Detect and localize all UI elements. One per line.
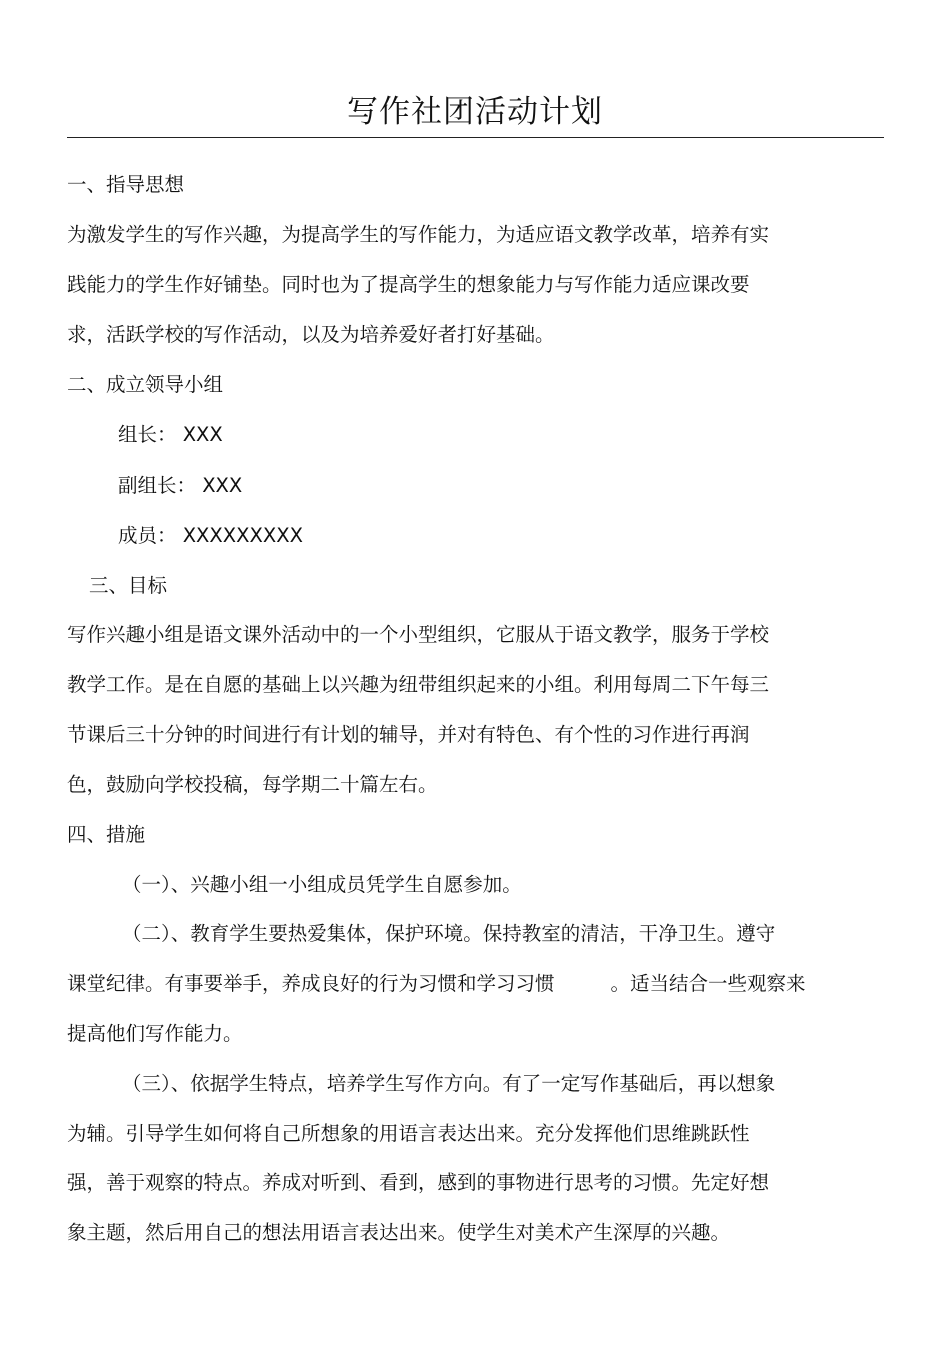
section-heading-guiding: 一、指导思想 (67, 173, 185, 196)
paragraph-line: 写作兴趣小组是语文课外活动中的一个小型组织，它服从于语文教学，服务于学校 (67, 623, 770, 646)
measure-item-2-line: （二）、教育学生要热爱集体，保护环境。保持教室的清洁，干净卫生。遵守 (122, 922, 776, 945)
title-divider (67, 137, 884, 138)
leader-entry: 组长： XXX (118, 423, 223, 446)
measure-item-3-line: （三）、依据学生特点，培养学生写作方向。有了一定写作基础后，再以想象 (122, 1072, 776, 1095)
measure-item-2-text: 。适当结合一些观察来 (610, 972, 806, 995)
paragraph-line: 求，活跃学校的写作活动，以及为培养爱好者打好基础。 (67, 323, 555, 346)
paragraph-line: 践能力的学生作好铺垫。同时也为了提高学生的想象能力与写作能力适应课改要 (67, 273, 750, 296)
measure-item-2-line (67, 969, 806, 999)
measure-item-3-line: 强，善于观察的特点。养成对听到、看到，感到的事物进行思考的习惯。先定好想 (67, 1171, 770, 1194)
paragraph-line: 节课后三十分钟的时间进行有计划的辅导，并对有特色、有个性的习作进行再润 (67, 723, 750, 746)
measure-item-2-text: 课堂纪律。有事要举手，养成良好的行为习惯和学习习惯 (67, 972, 555, 995)
section-heading-leadership: 二、成立领导小组 (67, 373, 224, 396)
section-heading-measures: 四、措施 (67, 823, 146, 846)
measure-item-3-line: 象主题，然后用自己的想法用语言表达出来。使学生对美术产生深厚的兴趣。 (67, 1221, 731, 1244)
paragraph-line: 为激发学生的写作兴趣，为提高学生的写作能力，为适应语文教学改革，培养有实 (67, 223, 770, 246)
section-heading-goals: 三、目标 (89, 574, 168, 597)
measure-item-2-line: 提高他们写作能力。 (67, 1022, 243, 1045)
document-title: 写作社团活动计划 (347, 94, 603, 130)
measure-item-1: （一）、兴趣小组一小组成员凭学生自愿参加。 (122, 873, 522, 896)
members-entry: 成员： XXXXXXXXX (118, 524, 303, 547)
paragraph-line: 教学工作。是在自愿的基础上以兴趣为纽带组织起来的小组。利用每周二下午每三 (67, 673, 770, 696)
paragraph-line: 色，鼓励向学校投稿，每学期二十篇左右。 (67, 773, 438, 796)
deputy-leader-entry: 副组长： XXX (118, 474, 243, 497)
measure-item-3-line: 为辅。引导学生如何将自己所想象的用语言表达出来。充分发挥他们思维跳跃性 (67, 1122, 750, 1145)
